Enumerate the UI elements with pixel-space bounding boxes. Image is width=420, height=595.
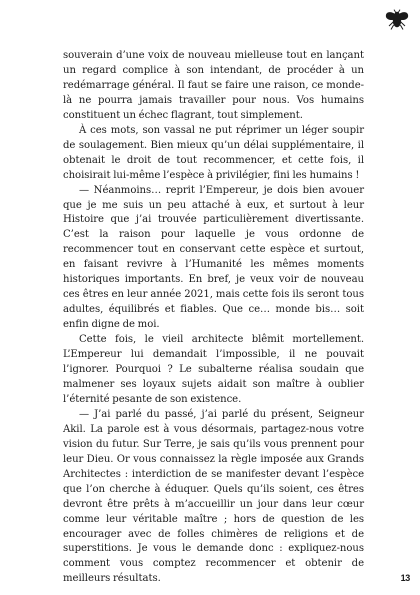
paragraph-continuation: souverain d’une voix de nouveau mielleuse tout en lançant un regard complice à son intendant, de procéder à un redémarrage général. Il faut se faire une raison, ce monde-là ne pourra jamais travailler pour nous. Vos humains constituent un échec flagrant, tout simplement. (63, 50, 364, 121)
body-text (63, 49, 364, 587)
bee-icon (384, 9, 410, 31)
paragraph-vassal-relief: À ces mots, son vassal ne put réprimer un léger soupir de soulagement. Bien mieux qu’un délai supplémentaire, il obtenait le droit de tout recommencer, et cette fois, il choisirait lui-même l’espèce à privilégier, fini les humains ! (63, 124, 364, 181)
paragraph-architect-reaction: Cette fois, le vieil architecte blêmit mortellement. L’Empereur lui demandait l’impossible, il ne pouvait l’ignorer. Pourquoi ? Le subalterne réalisa soudain que malmener ses loyaux sujets aidait son maître à oublier l’éternité pesante de son existence. (63, 334, 364, 405)
paragraph-emperor-speech: — Néanmoins… reprit l’Empereur, je dois bien avouer que je me suis un peu attaché à eux, et surtout à leur Histoire que j’ai trouvée particulièrement divertissante. C’est la raison pour laquelle je vous ordonne de recommencer tout en conservant cette espèce et surtout, en faisant revivre à l’Humanité les mêmes moments historiques importants. En bref, je veux voir de nouveau ces êtres en leur année 2021, mais cette fois ils seront tous adultes, équilibrés et fiables. Que ce… monde bis… soit enfin digne de moi. (63, 184, 364, 331)
paragraph-emperor-demand: — J’ai parlé du passé, j’ai parlé du présent, Seigneur Akil. La parole est à vous désormais, partagez-nous votre vision du futur. Sur Terre, je sais qu’ils vous prennent pour leur Dieu. Or vous connaissez la règle imposée aux Grands Architectes : interdiction de se manifester devant l’espèce que l’on cherche à éduquer. Quels qu’ils soient, ces êtres devront être prêts à m’accueillir un jour dans leur cœur comme leur véritable maître ; hors de question de les encourager avec de folles chimères de religions et de superstitions. Je vous le demande donc : expliquez-nous comment vous comptez recommencer et obtenir de meilleurs résultats. (63, 408, 364, 585)
page-number: 13 (400, 573, 410, 583)
